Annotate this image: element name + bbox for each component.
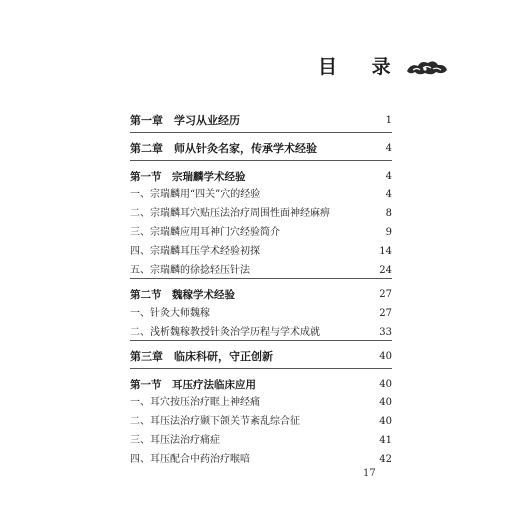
divider-line (130, 278, 392, 279)
toc-entry-label: 第三章 临床科研，守正创新 (130, 350, 273, 363)
toc-entry[interactable] (130, 432, 392, 448)
toc-entry-page: 1 (385, 115, 392, 126)
toc-entry-page: 40 (379, 397, 392, 408)
toc-entry-label: 第一章 学习从业经历 (130, 114, 240, 127)
toc-entry-label: 二、浅析魏稼教授针灸治学历程与学术成就 (130, 327, 320, 338)
divider-line (130, 160, 392, 161)
toc-entry-page: 40 (379, 416, 392, 427)
toc-entry-page: 27 (379, 289, 392, 300)
toc-entry[interactable] (130, 348, 392, 364)
toc-header (318, 55, 449, 79)
divider-line (130, 340, 392, 341)
page-number: 17 (363, 468, 376, 479)
toc-entry-label: 第一节 宗瑞麟学术经验 (130, 171, 246, 183)
toc-entry-label: 二、耳压法治疗颞下颌关节紊乱综合征 (130, 416, 300, 427)
toc-entry-page: 41 (379, 435, 392, 446)
toc-entry-page: 42 (379, 454, 392, 465)
page-title: 目 录 (318, 56, 405, 78)
toc-entry-label: 四、耳压配合中药治疗喉喑 (130, 454, 250, 465)
divider-line (130, 132, 392, 133)
toc-entry-label: 第二章 师从针灸名家，传承学术经验 (130, 142, 317, 155)
toc-entry-label: 二、宗瑞麟耳穴贴压法治疗周围性面神经麻痹 (130, 208, 330, 219)
toc-entry-page: 33 (379, 327, 392, 338)
toc-entry-page: 40 (379, 351, 392, 362)
toc-entry-label: 一、针灸大师魏稼 (130, 308, 210, 319)
toc-entry[interactable] (130, 451, 392, 467)
toc-entry[interactable] (130, 305, 392, 321)
toc-entry[interactable] (130, 112, 392, 128)
toc-entry-label: 三、耳压法治疗痛症 (130, 435, 220, 446)
toc-entry-label: 四、宗瑞麟耳压学术经验初探 (130, 246, 260, 257)
toc-entry[interactable] (130, 324, 392, 340)
toc-entry[interactable] (130, 186, 392, 202)
auspicious-cloud-icon (405, 57, 449, 77)
toc-entry-page: 27 (379, 308, 392, 319)
toc-entry-label: 第一节 耳压疗法临床应用 (130, 379, 256, 391)
toc-entry-page: 8 (385, 208, 392, 219)
toc-entry-page: 9 (385, 227, 392, 238)
toc-entry[interactable] (130, 394, 392, 410)
toc-entry[interactable] (130, 243, 392, 259)
toc-entry-page: 14 (379, 246, 392, 257)
toc-entry-page: 24 (379, 265, 392, 276)
toc-entry-page: 4 (385, 143, 392, 154)
toc-entry-label: 第二节 魏稼学术经验 (130, 289, 235, 301)
toc-entry-page: 4 (385, 189, 392, 200)
toc-entry-label: 一、宗瑞麟用“四关”穴的经验 (130, 189, 261, 200)
toc-entry[interactable] (130, 224, 392, 240)
toc-entry[interactable] (130, 140, 392, 156)
toc-entry-label: 五、宗瑞麟的徐捻轻压针法 (130, 265, 250, 276)
toc-entry[interactable] (130, 413, 392, 429)
toc-entry-page: 40 (379, 379, 392, 390)
toc-entry[interactable] (130, 376, 392, 392)
divider-line (130, 368, 392, 369)
toc-entry[interactable] (130, 205, 392, 221)
toc-entry-page: 4 (385, 171, 392, 182)
toc-entry-label: 三、宗瑞麟应用耳神门穴经验简介 (130, 227, 280, 238)
toc-entry[interactable] (130, 262, 392, 278)
toc-entry[interactable] (130, 286, 392, 302)
toc-entry-label: 一、耳穴按压治疗眶上神经痛 (130, 397, 260, 408)
toc-entry[interactable] (130, 168, 392, 184)
